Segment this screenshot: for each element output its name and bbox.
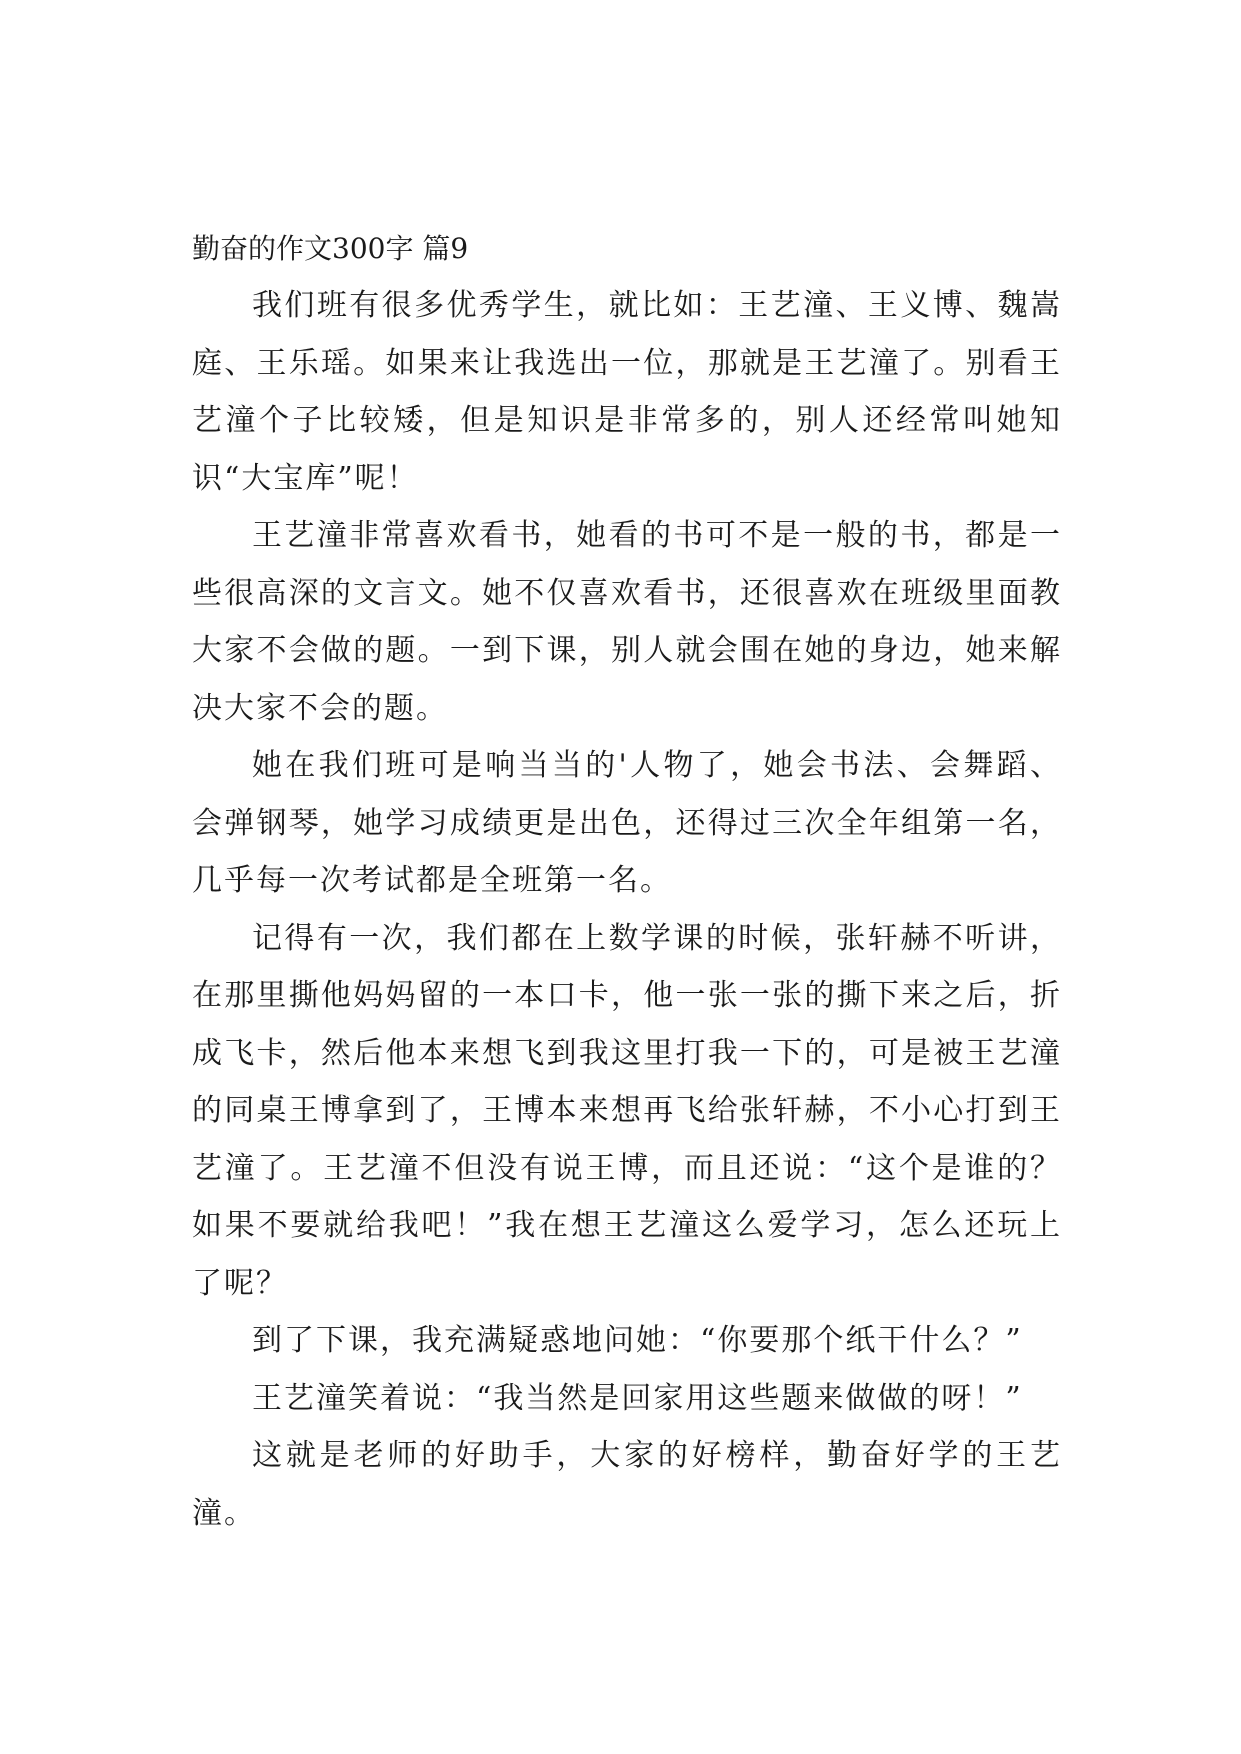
document-page [192,220,1062,1542]
essay-title: 勤奋的作文300字 篇9 [192,232,469,265]
paragraph-3: 她在我们班可是响当当的'人物了，她会书法、会舞蹈、会弹钢琴，她学习成绩更是出色，还得过三次全年组第一名，几乎每一次考试都是全班第一名。 [192,748,1062,898]
paragraph-1: 我们班有很多优秀学生，就比如：王艺潼、王义博、魏嵩庭、王乐瑶。如果来让我选出一位，那就是王艺潼了。别看王艺潼个子比较矮，但是知识是非常多的，别人还经常叫她知识“大宝库”呢！ [192,288,1062,496]
essay-body [192,277,1062,1542]
paragraph-6: 王艺潼笑着说：“我当然是回家用这些题来做做的呀！” [252,1380,1023,1416]
paragraph-2: 王艺潼非常喜欢看书，她看的书可不是一般的书，都是一些很高深的文言文。她不仅喜欢看书，还很喜欢在班级里面教大家不会做的题。一到下课，别人就会围在她的身边，她来解决大家不会的题。 [192,518,1062,726]
paragraph-4: 记得有一次，我们都在上数学课的时候，张轩赫不听讲，在那里撕他妈妈留的一本口卡，他一张一张的撕下来之后，折成飞卡，然后他本来想飞到我这里打我一下的，可是被王艺潼的同桌王博拿到了，王博本来想再飞给张轩赫，不小心打到王艺潼了。王艺潼不但没有说王博，而且还说：“这个是谁的？如果不要就给我吧！”我在想王艺潼这么爱学习，怎么还玩上了呢？ [192,920,1062,1301]
paragraph-5: 到了下课，我充满疑惑地问她：“你要那个纸干什么？” [252,1323,1023,1358]
paragraph-7: 这就是老师的好助手，大家的好榜样，勤奋好学的王艺潼。 [192,1438,1062,1531]
